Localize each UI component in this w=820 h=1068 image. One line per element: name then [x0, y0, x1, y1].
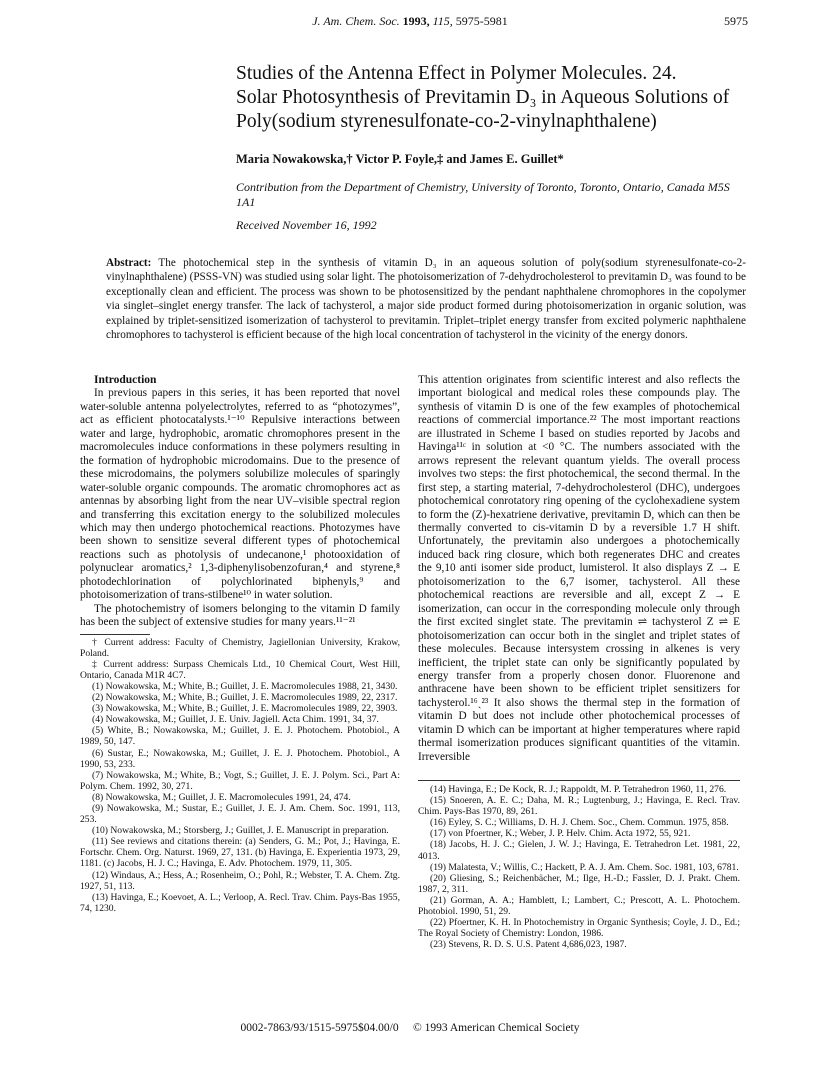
reference: (3) Nowakowska, M.; White, B.; Guillet, J. E. Macromolecules 1989, 22, 3903. — [92, 703, 398, 715]
title-line: Solar Photosynthesis of Previtamin D₃ in Aqueous Solutions of — [236, 87, 730, 108]
reference: (2) Nowakowska, M.; White, B.; Guillet, J. E. Macromolecules 1989, 22, 2317. — [92, 692, 398, 704]
reference: (13) Havinga, E.; Koevoet, A. L.; Verloop, A. Recl. Trav. Chim. Pays-Bas 1955, 74, 1230. — [80, 891, 400, 914]
journal-year: 1993, — [402, 14, 430, 28]
reference: (14) Havinga, E.; De Kock, R. J.; Rappoldt, M. P. Tetrahedron 1960, 11, 276. — [430, 784, 727, 795]
footnote-rule — [418, 780, 740, 781]
reference: (10) Nowakowska, M.; Storsberg, J.; Guillet, J. E. Manuscript in preparation. — [92, 825, 389, 837]
left-column — [80, 374, 400, 914]
footnote: † Current address: Faculty of Chemistry, Jagiellonian University, Krakow, Poland. — [80, 636, 400, 659]
reference: (23) Stevens, R. D. S. U.S. Patent 4,686,023, 1987. — [430, 939, 627, 951]
reference: (16) Eyley, S. C.; Williams, D. H. J. Chem. Soc., Chem. Commun. 1975, 858. — [430, 817, 729, 829]
journal-name: J. Am. Chem. Soc. — [312, 14, 400, 28]
reference: (7) Nowakowska, M.; White, B.; Vogt, S.; Guillet, J. E. J. Polym. Sci., Part A: Polym. Chem. 1992, 30, 271. — [80, 769, 400, 792]
footnote-rule — [80, 634, 150, 635]
reference: (9) Nowakowska, M.; Sustar, E.; Guillet, J. E. J. Am. Chem. Soc. 1991, 113, 253. — [80, 803, 400, 826]
article-title — [236, 62, 796, 134]
running-header — [0, 14, 820, 29]
reference: (22) Pfoertner, K. H. In Photochemistry in Organic Synthesis; Coyle, J. D., Ed.; The Royal Society of Chemistry: London, 1986. — [418, 917, 740, 940]
footnotes-right — [418, 780, 740, 950]
reference: (11) See reviews and citations therein: (a) Senders, G. M.; Pot, J.; Havinga, E. Fortschr. Chem. Org. Naturst. 1969, 27, 131. (b) Havinga, E. Experientia 1973, 29, 1181. (c) Jacobs, H. J. C.; Havinga, E. Adv. Photochem. 1979, 11, 305. — [80, 836, 400, 870]
abstract — [106, 256, 746, 342]
reference: (19) Malatesta, V.; Willis, C.; Hackett, P. A. J. Am. Chem. Soc. 1981, 103, 6781. — [430, 861, 739, 873]
section-heading: Introduction — [94, 374, 157, 386]
title-line: Studies of the Antenna Effect in Polymer Molecules. 24. — [236, 63, 677, 84]
authors: Maria Nowakowska,† Victor P. Foyle,‡ and James E. Guillet* — [236, 152, 564, 166]
reference: (18) Jacobs, H. J. C.; Gielen, J. W. J.; Havinga, E. Tetrahedron Let. 1981, 22, 4013. — [418, 839, 740, 862]
page-number: 5975 — [724, 14, 748, 28]
affiliation: Contribution from the Department of Chemistry, University of Toronto, Toronto, Ontario, Canada M5S 1A1 — [236, 180, 730, 209]
reference: (4) Nowakowska, M.; Guillet, J. E. Univ. Jagiell. Acta Chim. 1991, 34, 37. — [92, 714, 379, 726]
body-paragraph: This attention originates from scientific interest and also reflects the important biological and medical roles these compounds play. The synthesis of vitamin D is one of the few examples of photochemical reactions of commercial importance.²² The most important reactions are illustrated in Scheme I based on studies reported by Jacobs and Havinga¹¹ᶜ in solution at <0 °C. The numbers associated with the arrows represent the relevant quantum yields. The overall process involves two steps: the first photochemical, the second thermal. In the first step, a starting material, 7-dehydrocholesterol (DHC), undergoes photochemical conrotatory ring opening of the cyclohexadiene system to form the (Z)-hexatriene derivative, previtamin D, which can then be thermally converted to cis-vitamin D by a reversible 1.7 H shift. Unfortunately, the previtamin also undergoes a photochemically induced back ring closure, which both regenerates DHC and creates the 9,10 anti isomer side product, lumisterol. It also displays Z → E photoisomerization to the 6,7 isomer, tachysterol. All these photochemical reactions are reversible and all, except Z → E isomerization, can occur in the corresponding molecule only through the first excited singlet state. The previtamin ⇌ tachysterol Z ⇌ E photoisomerization can occur both in the singlet and triplet states of these molecules. Because intersystem crossing in alkenes is very inefficient, the triplet state can only be significantly populated by energy transfer from a properly chosen donor. Fluorenone and anthracene have been shown to be efficient triplet sensitizers for tachysterol.¹⁶ˎ²³ It also shows the thermal step in the formation of vitamin D but does not include other photochemical processes of vitamin D which can be important at higher temperatures where rapid thermal isomerization produces significant quantities of the vitamin. Irreversible — [418, 374, 740, 763]
reference: (15) Snoeren, A. E. C.; Daha, M. R.; Lugtenburg, J.; Havinga, E. Recl. Trav. Chim. Pays-Bas 1970, 89, 261. — [418, 795, 740, 818]
reference: (6) Sustar, E.; Nowakowska, M.; Guillet, J. E. J. Photochem. Photobiol., A 1990, 53, 233. — [80, 747, 400, 770]
copyright: © 1993 American Chemical Society — [412, 1022, 580, 1034]
reference: (17) von Pfoertner, K.; Weber, J. P. Helv. Chim. Acta 1972, 55, 921. — [430, 828, 691, 840]
abstract-label: Abstract: — [106, 257, 152, 269]
right-column — [418, 374, 740, 764]
received-date: Received November 16, 1992 — [236, 218, 377, 232]
footnote: ‡ Current address: Surpass Chemicals Ltd., 10 Chemical Court, West Hill, Ontario, Canada M1R 4C7. — [80, 658, 400, 681]
body-paragraph: In previous papers in this series, it has been reported that novel water-soluble antenna polyelectrolytes, referred to as “photozymes”, act as efficient photocatalysts.¹⁻¹⁰ Repulsive interactions between water and large, hydrophobic, aromatic chromophores present in the macromolecules induce conformations in these polymers resulting in the formation of hydrophobic microdomains. Due to the presence of these microdomains, the polymers solubilize molecules of sparingly water-soluble organic compounds. The aromatic chromophores act as antennas by absorbing light from the near UV–visible spectral region and transferring this excitation energy to the solubilized molecules which may then undergo photochemical reactions. Photozymes have been shown to sensitize several different types of photochemical reactions such as photolysis of undecanone,¹ photooxidation of polynuclear aromatics,² 1,3-diphenylisobenzofuran,⁴ and styrene,⁸ photodechlorination of polychlorinated biphenyls,⁹ and photoisomerization of trans-stilbene¹⁰ in water solution. — [80, 387, 400, 602]
abstract-text: The photochemical step in the synthesis of vitamin D₃ in an aqueous solution of poly(sodium styrenesulfonate-co-2-vinylnaphthalene) (PSSS-VN) was studied using solar light. The photoisomerization of 7-dehydrocholesterol to previtamin D₃ was found to be exceptionally clean and efficient. The process was shown to be photosensitized by the pendant naphthalene chromophores in the copolymer via singlet–singlet energy transfer. The lack of tachysterol, a major side product formed during photoisomerization in organic solution, was explained by triplet-sensitized isomerization of tachysterol to previtamin. Triplet–triplet energy transfer from excited polymeric naphthalene chromophores to tachysterol is efficient because of the high local concentration of tachysterol in the vicinity of the energy donors. — [106, 257, 746, 342]
page-footer — [0, 1022, 820, 1034]
reference: (1) Nowakowska, M.; White, B.; Guillet, J. E. Macromolecules 1988, 21, 3430. — [92, 680, 398, 692]
reference: (5) White, B.; Nowakowska, M.; Guillet, J. E. J. Photochem. Photobiol., A 1989, 50, 147. — [80, 725, 400, 748]
reference: (20) Gliesing, S.; Reichenbächer, M.; Ilge, H.-D.; Fassler, D. J. Prakt. Chem. 1987, 2, 311. — [418, 872, 740, 895]
issn-code: 0002-7863/93/1515-5975$04.00/0 — [240, 1022, 399, 1034]
reference: (21) Gorman, A. A.; Hamblett, I.; Lambert, C.; Prescott, A. L. Photochem. Photobiol. 1990, 51, 29. — [418, 894, 740, 918]
title-line: Poly(sodium styrenesulfonate-co-2-vinylnaphthalene) — [236, 111, 657, 132]
journal-pages: 5975-5981 — [455, 14, 508, 28]
reference: (8) Nowakowska, M.; Guillet, J. E. Macromolecules 1991, 24, 474. — [92, 791, 351, 803]
reference: (12) Windaus, A.; Hess, A.; Rosenheim, O.; Pohl, R.; Webster, T. A. Chem. Ztg. 1927, 51, 113. — [80, 869, 400, 892]
footnotes-left — [80, 637, 400, 914]
body-paragraph: The photochemistry of isomers belonging to the vitamin D family has been the subject of extensive studies for many years.¹¹⁻²¹ — [80, 602, 400, 629]
journal-volume: 115, — [432, 14, 453, 28]
